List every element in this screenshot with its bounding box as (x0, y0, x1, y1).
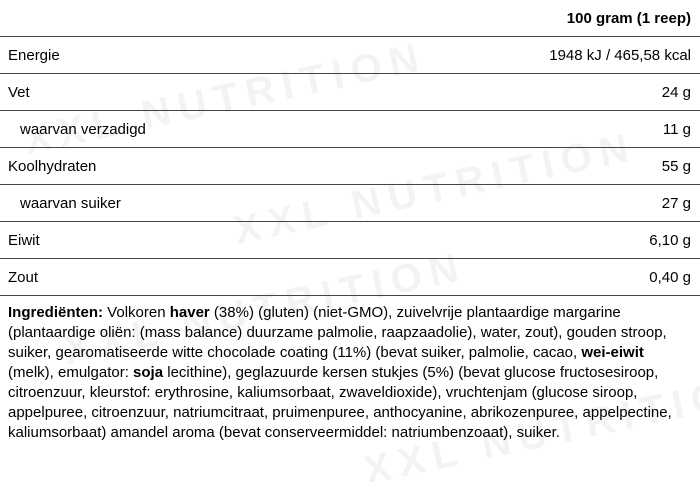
ingredients-text (8, 303, 692, 443)
nutrient-value: 11 g (662, 120, 691, 138)
nutrition-row-suiker (0, 185, 700, 222)
nutrient-label: waarvan verzadigd (20, 120, 146, 138)
ingredients-part: (melk), emulgator: (8, 364, 134, 381)
nutrient-label: Eiwit (8, 231, 40, 249)
nutrition-header-row (0, 0, 700, 37)
nutrition-row-vet (0, 74, 700, 111)
ingredients-part: Volkoren (103, 304, 170, 321)
nutrient-label: Koolhydraten (8, 157, 97, 175)
nutrient-label: waarvan suiker (20, 194, 121, 212)
ingredients-part: (38%) (gluten) (niet-GMO), zuivelvrije plantaardige margarine (plantaardige oliën: (mass balance) duurzame palmolie, raapzaadolie), water, zout), gouden stroop, suiker, gearomatiseerde witte chocolade coating (11%) (bevat suiker, palmolie, cacao, (8, 304, 667, 361)
nutrient-value: 0,40 g (649, 268, 691, 286)
nutrient-label: Energie (8, 46, 60, 64)
nutrient-label: Vet (8, 83, 30, 101)
nutrient-label: Zout (8, 268, 39, 286)
nutrient-value: 1948 kJ / 465,58 kcal (549, 46, 691, 64)
serving-size-label: 100 gram (1 reep) (566, 9, 691, 27)
nutrient-value: 6,10 g (649, 231, 691, 249)
nutrition-row-energie (0, 37, 700, 74)
ingredients-part: lecithine), geglazuurde kersen stukjes (5%) (bevat glucose fructosesiroop, citroenzuur, kleurstof: erythrosine, kaliumsorbaat, zwaveldioxide), vruchtenjam (glucose siroop, appelpuree, citroenzuur, natriumcitraat, pruimenpuree, anthocyanine, abrikozenpuree, appelpectine, kaliumsorbaat) amandel aroma (bevat conserveermiddel: natriumbenzoaat), suiker. (8, 364, 672, 441)
nutrition-row-eiwit (0, 222, 700, 259)
nutrient-value: 55 g (661, 157, 691, 175)
allergen-wei-eiwit: wei-eiwit (581, 344, 644, 361)
nutrition-row-verzadigd (0, 111, 700, 148)
ingredients-heading: Ingrediënten: (8, 304, 104, 321)
nutrition-row-koolhydraten (0, 148, 700, 185)
nutrient-value: 24 g (661, 83, 691, 101)
nutrition-row-zout (0, 259, 700, 296)
allergen-haver: haver (169, 304, 210, 321)
nutrient-value: 27 g (661, 194, 691, 212)
allergen-soja: soja (133, 364, 164, 381)
